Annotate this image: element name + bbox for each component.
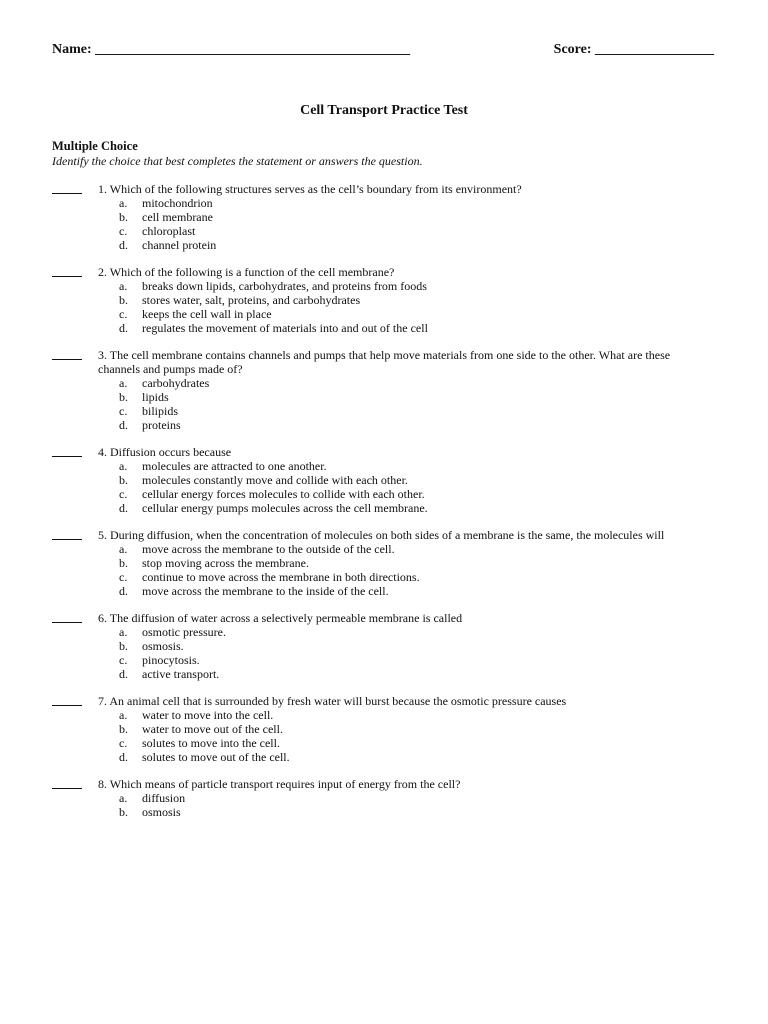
choice-text: osmosis [142, 805, 181, 819]
question-number: 8. [98, 777, 107, 791]
choice-letter: c. [119, 224, 128, 238]
choice-b [52, 722, 712, 736]
choice-b [52, 293, 712, 307]
choice-d [52, 501, 712, 515]
choice-d [52, 418, 712, 432]
choice-letter: c. [119, 307, 128, 321]
choice-d [52, 750, 712, 764]
choice-text: solutes to move into the cell. [142, 736, 280, 750]
choice-a [52, 196, 712, 210]
choice-letter: b. [119, 639, 128, 653]
multiple-choice-section [52, 139, 712, 832]
choice-letter: d. [119, 321, 128, 335]
choice-list [52, 279, 712, 335]
answer-blank[interactable] [52, 539, 82, 540]
choice-text: pinocytosis. [142, 653, 200, 667]
choice-b [52, 210, 712, 224]
question-stem [52, 182, 712, 196]
choice-c [52, 487, 712, 501]
choice-letter: b. [119, 293, 128, 307]
choice-letter: b. [119, 390, 128, 404]
choice-letter: d. [119, 584, 128, 598]
choice-text: molecules are attracted to one another. [142, 459, 327, 473]
choice-letter: d. [119, 238, 128, 252]
question-text: Diffusion occurs because [110, 445, 232, 459]
choice-c [52, 653, 712, 667]
choice-text: move across the membrane to the inside of the cell. [142, 584, 389, 598]
choice-letter: c. [119, 404, 128, 418]
choice-list [52, 542, 712, 598]
name-field[interactable]: Name: _____________________________________________ [52, 42, 411, 57]
choice-c [52, 570, 712, 584]
question-number: 6. [98, 611, 107, 625]
choice-a [52, 279, 712, 293]
choice-text: water to move out of the cell. [142, 722, 283, 736]
choice-letter: a. [119, 279, 128, 293]
choice-text: solutes to move out of the cell. [142, 750, 290, 764]
question-4 [52, 445, 712, 515]
choice-a [52, 459, 712, 473]
choice-list [52, 625, 712, 681]
choice-a [52, 708, 712, 722]
choice-list [52, 708, 712, 764]
choice-text: active transport. [142, 667, 220, 681]
choice-text: cell membrane [142, 210, 213, 224]
choice-c [52, 404, 712, 418]
choice-text: lipids [142, 390, 169, 404]
choice-letter: c. [119, 736, 128, 750]
choice-b [52, 390, 712, 404]
section-instructions: Identify the choice that best completes the statement or answers the question. [52, 154, 423, 168]
question-number: 7. [98, 694, 107, 708]
choice-d [52, 321, 712, 335]
choice-letter: b. [119, 210, 128, 224]
choice-d [52, 584, 712, 598]
choice-text: mitochondrion [142, 196, 213, 210]
question-stem [52, 348, 712, 376]
choice-text: bilipids [142, 404, 179, 418]
question-text: Which of the following structures serves as the cell’s boundary from its environment? [109, 182, 522, 196]
choice-a [52, 376, 712, 390]
choice-letter: b. [119, 473, 128, 487]
question-stem [52, 611, 712, 625]
question-7 [52, 694, 712, 764]
choice-text: continue to move across the membrane in both directions. [142, 570, 420, 584]
choice-letter: a. [119, 791, 128, 805]
choice-text: channel protein [142, 238, 217, 252]
question-number: 2. [98, 265, 107, 279]
question-text: An animal cell that is surrounded by fresh water will burst because the osmotic pressure causes [109, 694, 567, 708]
choice-text: osmosis. [142, 639, 184, 653]
choice-text: proteins [142, 418, 181, 432]
choice-text: stores water, salt, proteins, and carbohydrates [142, 293, 361, 307]
choice-b [52, 805, 712, 819]
choice-letter: c. [119, 570, 128, 584]
choice-letter: d. [119, 667, 128, 681]
choice-text: cellular energy pumps molecules across the cell membrane. [142, 501, 428, 515]
choice-list [52, 459, 712, 515]
answer-blank[interactable] [52, 622, 82, 623]
answer-blank[interactable] [52, 359, 82, 360]
choice-letter: d. [119, 750, 128, 764]
choice-letter: b. [119, 805, 128, 819]
answer-blank[interactable] [52, 193, 82, 194]
question-5 [52, 528, 712, 598]
choice-letter: d. [119, 501, 128, 515]
choice-text: keeps the cell wall in place [142, 307, 272, 321]
choice-text: breaks down lipids, carbohydrates, and proteins from foods [142, 279, 427, 293]
score-field[interactable]: Score: _________________ [553, 42, 714, 57]
choice-text: carbohydrates [142, 376, 210, 390]
answer-blank[interactable] [52, 788, 82, 789]
choice-c [52, 736, 712, 750]
question-text: The diffusion of water across a selectively permeable membrane is called [109, 611, 463, 625]
choice-text: chloroplast [142, 224, 196, 238]
choice-text: osmotic pressure. [142, 625, 226, 639]
choice-letter: a. [119, 376, 128, 390]
choice-a [52, 791, 712, 805]
question-number: 1. [98, 182, 107, 196]
choice-letter: a. [119, 625, 128, 639]
question-3 [52, 348, 712, 432]
question-text: Which of the following is a function of the cell membrane? [109, 265, 395, 279]
question-stem [52, 445, 712, 459]
answer-blank[interactable] [52, 276, 82, 277]
choice-letter: c. [119, 487, 128, 501]
question-text: Which means of particle transport requires input of energy from the cell? [109, 777, 461, 791]
section-heading: Multiple Choice [52, 139, 138, 153]
choice-letter: a. [119, 196, 128, 210]
choice-a [52, 542, 712, 556]
choice-d [52, 238, 712, 252]
choice-text: diffusion [142, 791, 186, 805]
choice-c [52, 224, 712, 238]
choice-text: cellular energy forces molecules to collide with each other. [142, 487, 425, 501]
choice-text: move across the membrane to the outside of the cell. [142, 542, 395, 556]
choice-letter: d. [119, 418, 128, 432]
choice-b [52, 556, 712, 570]
question-2 [52, 265, 712, 335]
question-stem [52, 777, 712, 791]
page-header [52, 42, 714, 60]
question-1 [52, 182, 712, 252]
choice-b [52, 473, 712, 487]
question-6 [52, 611, 712, 681]
choice-text: regulates the movement of materials into and out of the cell [142, 321, 428, 335]
choice-d [52, 667, 712, 681]
choice-letter: c. [119, 653, 128, 667]
choice-text: stop moving across the membrane. [142, 556, 309, 570]
page-title: Cell Transport Practice Test [300, 103, 468, 118]
choice-b [52, 639, 712, 653]
answer-blank[interactable] [52, 456, 82, 457]
question-number: 5. [98, 528, 107, 542]
choice-list [52, 196, 712, 252]
question-text: The cell membrane contains channels and pumps that help move materials from one side to the other. What are these channels and pumps made of? [98, 348, 671, 376]
choice-a [52, 625, 712, 639]
choice-letter: a. [119, 708, 128, 722]
question-number: 4. [98, 445, 107, 459]
question-stem [52, 265, 712, 279]
answer-blank[interactable] [52, 705, 82, 706]
choice-letter: a. [119, 459, 128, 473]
choice-list [52, 791, 712, 819]
choice-letter: a. [119, 542, 128, 556]
choice-letter: b. [119, 556, 128, 570]
choice-text: molecules constantly move and collide with each other. [142, 473, 408, 487]
question-number: 3. [98, 348, 107, 362]
question-text: During diffusion, when the concentration of molecules on both sides of a membrane is the same, the molecules will [110, 528, 665, 542]
question-list [52, 182, 712, 819]
question-stem [52, 694, 712, 708]
choice-c [52, 307, 712, 321]
choice-text: water to move into the cell. [142, 708, 274, 722]
choice-letter: b. [119, 722, 128, 736]
choice-list [52, 376, 712, 432]
question-8 [52, 777, 712, 819]
question-stem [52, 528, 712, 542]
